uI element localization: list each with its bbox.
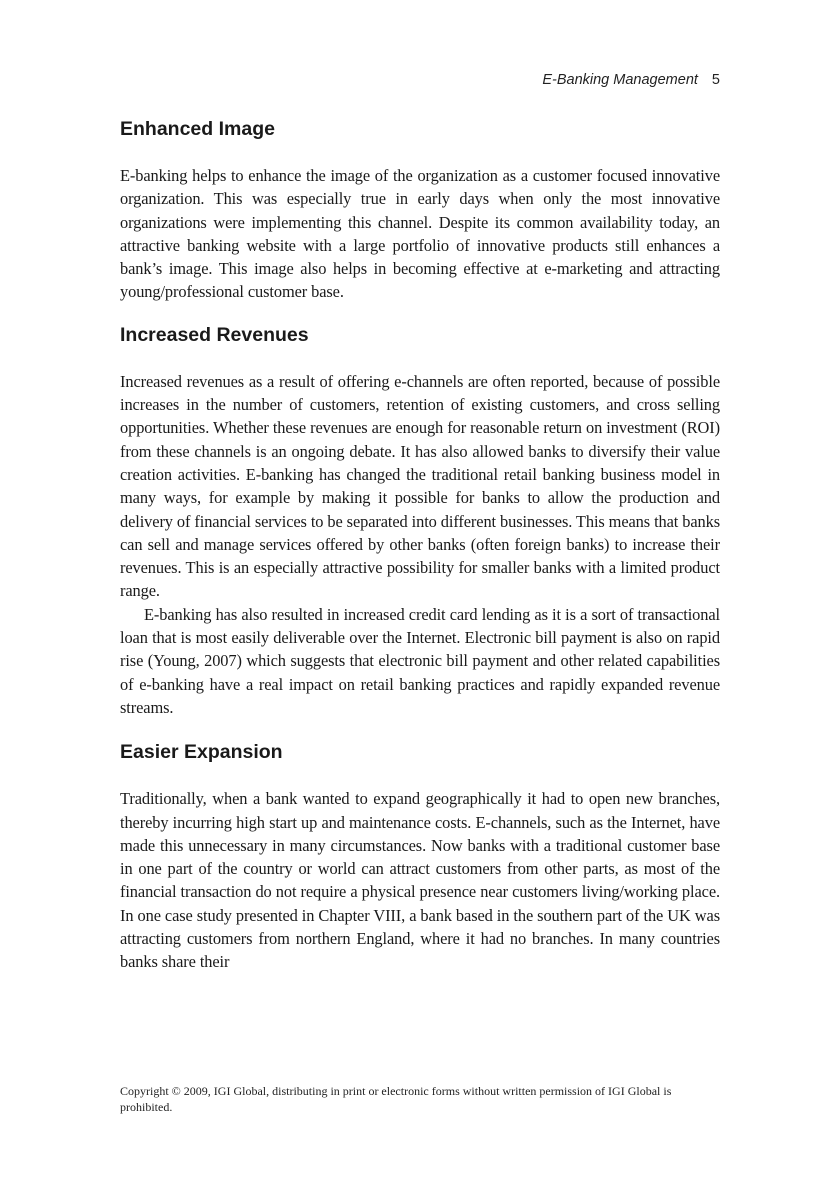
section-heading-easier-expansion: Easier Expansion [120,741,283,764]
section-heading-enhanced-image: Enhanced Image [120,118,275,140]
copyright-footer: Copyright © 2009, IGI Global, distributing in print or electronic forms without written permission of IGI Global is prohibited. [120,1084,672,1114]
section-heading-increased-revenues: Increased Revenues [120,323,309,346]
paragraph-enhanced-image: E-banking helps to enhance the image of the organization as a customer focused innovative organization. This was especially true in early days when only the most innovative organizations were implementing this channel. Despite its common availability today, an attractive banking website with a large portfolio of innovative products still enhances a bank’s image. This image also helps in becoming effective at e-marketing and attracting young/professional customer base. [120,166,720,302]
paragraph-easier-expansion: Traditionally, when a bank wanted to expand geographically it had to open new branches, thereby incurring high start up and maintenance costs. E-channels, such as the Internet, have made this unnecessary in many circumstances. Now banks with a traditional customer base in one part of the country or world can attract customers from other parts, as most of the financial transaction do not require a physical presence near customers living/working place. In one case study presented in Chapter VIII, a bank based in the southern part of the UK was attracting customers from northern England, where it had no branches. In many countries banks share their [120,789,720,972]
running-header [120,72,720,88]
running-header-title: E-Banking Management [542,72,698,88]
page-body [120,116,720,974]
paragraph-increased-revenues-2: E-banking has also resulted in increased credit card lending as it is a sort of transactional loan that is most easily deliverable over the Internet. Electronic bill payment is also on rapid rise (Young, 2007) which suggests that electronic bill payment and other related capabilities of e-banking have a real impact on retail banking practices and rapidly expanded revenue streams. [120,604,720,717]
page-number: 5 [711,72,720,88]
paragraph-increased-revenues-1: Increased revenues as a result of offering e-channels are often reported, because of possible increases in the number of customers, retention of existing customers, and cross selling opportunities. Whether these revenues are enough for reasonable return on investment (ROI) from these channels is an ongoing debate. It has also allowed banks to diversify their value creation activities. E-banking has changed the traditional retail banking business model in many ways, for example by making it possible for banks to allow the production and delivery of financial services to be separated into different businesses. This means that banks can sell and manage services offered by other banks (often foreign banks) to increase their revenues. This is an especially attractive possibility for smaller banks with a limited product range. [120,371,720,601]
